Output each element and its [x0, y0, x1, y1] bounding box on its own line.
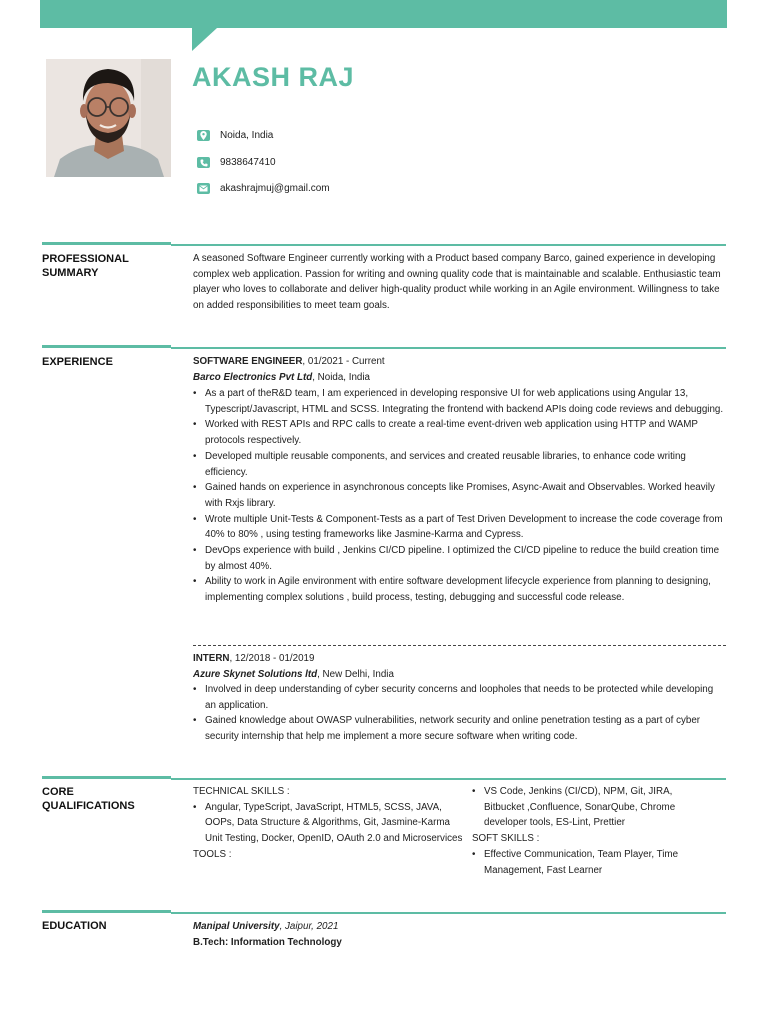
- technical-skills-list: [193, 800, 463, 847]
- experience-right-rule: [171, 347, 726, 349]
- education-degree-prefix: B.Tech: [193, 937, 225, 948]
- education-left-rule: [42, 910, 171, 913]
- education-degree-field: : Information Technology: [224, 937, 342, 948]
- candidate-name: AKASH RAJ: [192, 62, 355, 92]
- job-2-company-line: [193, 667, 394, 683]
- list-item: • As a part of theR&D team, I am experienced in developing responsive UI for web applications using Angular 13, Typescript/Javascript, HTML and SCSS. Integrating the frontend with backend APIs doing code reviews and debugging.: [193, 386, 726, 417]
- summary-text: A seasoned Software Engineer currently working with a Product based company Barco, gained experience in developing complex web application. Passion for writing and owning quality code that is maintainable and scalable. Enthusiastic team player who loves to collaborate and deliver high-quality product while working in an Agile environment. Willingness to take on added responsibilities to meet team goals.: [193, 253, 721, 312]
- profile-photo-illustration: [46, 59, 171, 177]
- tools-heading: TOOLS :: [193, 848, 232, 860]
- qualifications-left-column: [193, 784, 463, 863]
- job-1-company-line: [193, 370, 370, 386]
- job-1-role: SOFTWARE ENGINEER: [193, 356, 303, 367]
- summary-section-title: [42, 252, 129, 280]
- technical-skills-heading: TECHNICAL SKILLS :: [193, 786, 290, 797]
- soft-skills-heading: SOFT SKILLS :: [472, 833, 540, 845]
- experience-left-rule: [42, 345, 171, 348]
- list-item: • Angular, TypeScript, JavaScript, HTML5, SCSS, JAVA, OOPs, Data Structure & Algorithms, Git, Jasmine-Karma Unit Testing, Docker, OpenID, OAuth 2.0 and Microservices: [193, 800, 463, 847]
- education-university: Manipal University: [193, 921, 280, 932]
- list-item: • Gained hands on experience in asynchronous concepts like Promises, Async-Await and Observables. Worked heavily with Rxjs library.: [193, 480, 726, 511]
- contact-phone: [197, 157, 276, 168]
- contact-email-text: akashrajmuj@gmail.com: [220, 183, 330, 194]
- contact-email: [197, 183, 330, 194]
- job-1-dates: , 01/2021 - Current: [302, 356, 385, 367]
- summary-title-line2: SUMMARY: [42, 267, 99, 279]
- job-2-company: Azure Skynet Solutions ltd: [193, 669, 318, 680]
- job-2-role-line: [193, 651, 314, 667]
- header-band: [40, 0, 727, 28]
- header-notch: [192, 28, 217, 51]
- education-right-rule: [171, 912, 726, 914]
- education-degree-line: [193, 935, 342, 951]
- job-1-company: Barco Electronics Pvt Ltd: [193, 372, 313, 383]
- education-section-title: EDUCATION: [42, 920, 107, 932]
- summary-left-rule: [42, 242, 171, 245]
- job-2-dates: , 12/2018 - 01/2019: [229, 653, 315, 664]
- job-2-bullets: [193, 682, 726, 745]
- job-2-role: INTERN: [193, 653, 230, 664]
- profile-photo: [46, 59, 171, 177]
- contact-location-text: Noida, India: [220, 130, 274, 141]
- email-icon: [197, 183, 210, 194]
- qualifications-right-rule: [171, 778, 726, 780]
- location-pin-icon: [197, 130, 210, 141]
- phone-icon: [197, 157, 210, 168]
- job-1-bullets: [193, 386, 726, 606]
- soft-skills-list: [472, 847, 712, 878]
- list-item: • Wrote multiple Unit-Tests & Component-Tests as a part of Test Driven Development to increase the code coverage from 40% to 80% , using testing frameworks like Jasmine-Karma and Cypress.: [193, 512, 726, 543]
- summary-right-rule: [171, 244, 726, 246]
- tools-list: [472, 784, 712, 831]
- qualifications-right-column: [472, 784, 712, 878]
- qualifications-title-line2: QUALIFICATIONS: [42, 800, 135, 812]
- list-item: • Ability to work in Agile environment with entire software development lifecycle experience from planning to designing, implementing complex solutions , build process, testing, debugging and successful code release.: [193, 574, 726, 605]
- job-2-location: , New Delhi, India: [317, 669, 394, 680]
- list-item: • Worked with REST APIs and RPC calls to create a real-time event-driven web application using HTTP and WAMP protocols respectively.: [193, 417, 726, 448]
- job-1-role-line: [193, 354, 385, 370]
- list-item: • DevOps experience with build , Jenkins CI/CD pipeline. I optimized the CI/CD pipeline to reduce the build creation time by almost 40%.: [193, 543, 726, 574]
- contact-phone-text: 9838647410: [220, 157, 276, 168]
- education-location-year: , Jaipur, 2021: [279, 921, 339, 932]
- list-item: • Effective Communication, Team Player, Time Management, Fast Learner: [472, 847, 712, 878]
- job-separator: [193, 645, 726, 646]
- qualifications-title-line1: CORE: [42, 786, 74, 798]
- qualifications-section-title: [42, 785, 135, 813]
- list-item: • Developed multiple reusable components, and services and created reusable libraries, to enhance code writing efficiency.: [193, 449, 726, 480]
- job-1-location: , Noida, India: [312, 372, 370, 383]
- experience-section-title: EXPERIENCE: [42, 356, 113, 368]
- summary-title-line1: PROFESSIONAL: [42, 253, 129, 265]
- list-item: • VS Code, Jenkins (CI/CD), NPM, Git, JIRA, Bitbucket ,Confluence, SonarQube, Chrome developer tools, ES-Lint, Prettier: [472, 784, 712, 831]
- education-university-line: [193, 919, 338, 935]
- list-item: • Gained knowledge about OWASP vulnerabilities, network security and online penetration testing as a part of cyber security internship that help me implement a more secure software when writing code.: [193, 713, 726, 744]
- qualifications-left-rule: [42, 776, 171, 779]
- list-item: • Involved in deep understanding of cyber security concerns and loopholes that needs to be protected while developing an application.: [193, 682, 726, 713]
- contact-location: [197, 130, 273, 141]
